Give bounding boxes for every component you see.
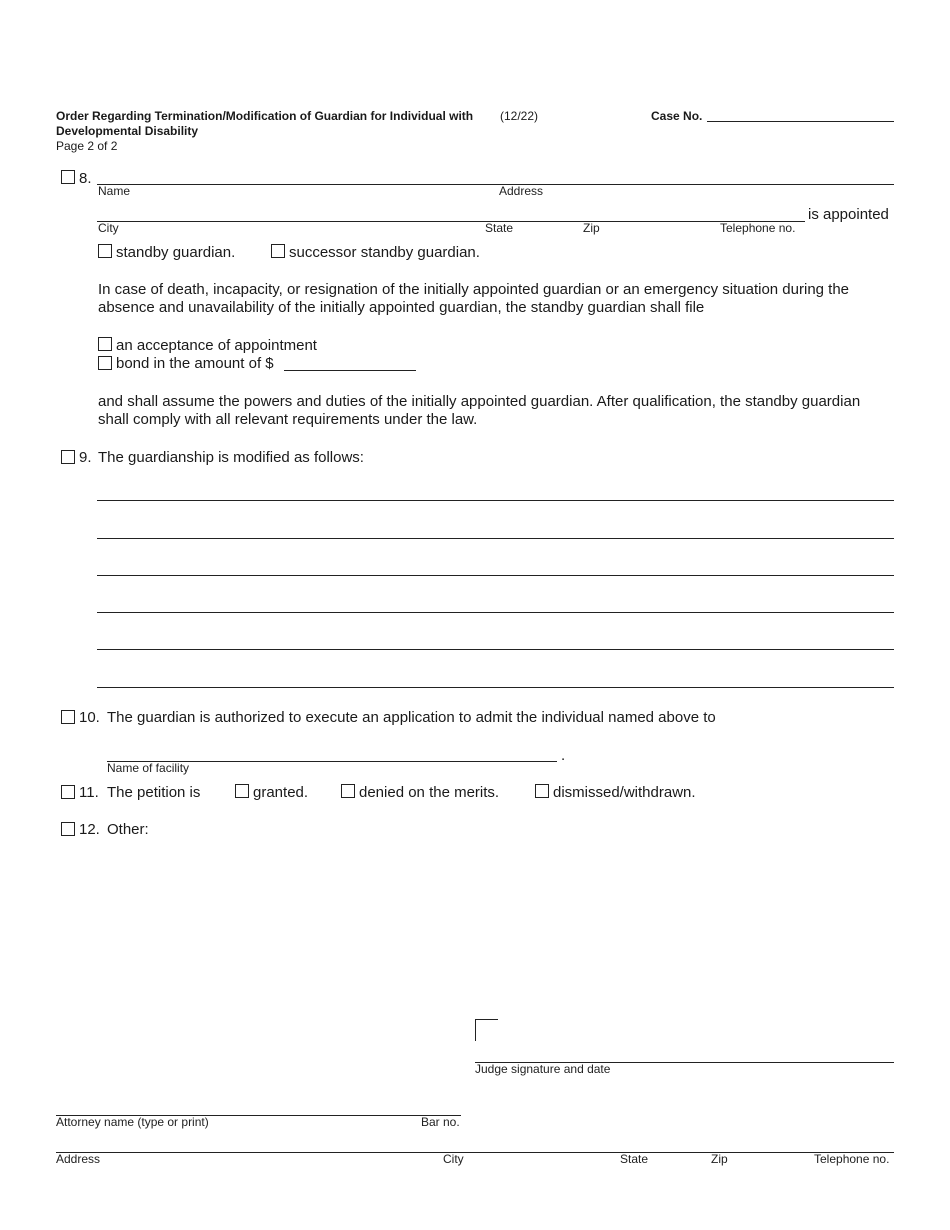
modification-line-5[interactable]	[97, 649, 894, 650]
facility-name-label: Name of facility	[107, 761, 190, 775]
dismissed-label: dismissed/withdrawn.	[553, 784, 696, 801]
attorney-address-field[interactable]	[56, 1152, 894, 1153]
granted-checkbox[interactable]	[235, 784, 249, 798]
successor-standby-label: successor standby guardian.	[289, 244, 480, 261]
attorney-address-label: Address	[56, 1152, 101, 1166]
attorney-state-label: State	[620, 1152, 649, 1166]
item8-paragraph2-line1: and shall assume the powers and duties of the initially appointed guardian. After qualification, the standby guardian	[98, 393, 861, 410]
item8-paragraph1-line2: absence and unavailability of the initially appointed guardian, the standby guardian shall file	[98, 299, 705, 316]
modification-line-3[interactable]	[97, 575, 894, 576]
item12-checkbox[interactable]	[61, 822, 75, 836]
item10-checkbox[interactable]	[61, 710, 75, 724]
dismissed-checkbox[interactable]	[535, 784, 549, 798]
item9-checkbox[interactable]	[61, 450, 75, 464]
item11-text: The petition is	[107, 784, 201, 801]
item9-text: The guardianship is modified as follows:	[98, 449, 364, 466]
item8-paragraph2-line2: shall comply with all relevant requirements under the law.	[98, 411, 478, 428]
denied-checkbox[interactable]	[341, 784, 355, 798]
item8-telephone-label: Telephone no.	[720, 221, 796, 235]
item10-text: The guardian is authorized to execute an application to admit the individual named above to	[107, 709, 716, 726]
form-title-line2: Developmental Disability	[56, 124, 199, 138]
successor-standby-checkbox[interactable]	[271, 244, 285, 258]
attorney-city-label: City	[443, 1152, 464, 1166]
modification-line-4[interactable]	[97, 612, 894, 613]
item11-number: 11.	[79, 784, 99, 801]
case-no-field[interactable]	[707, 121, 894, 122]
page-number: Page 2 of 2	[56, 139, 118, 153]
form-revision: (12/22)	[500, 109, 539, 123]
item9-number: 9.	[79, 449, 92, 466]
attorney-name-label: Attorney name (type or print)	[56, 1115, 209, 1129]
denied-label: denied on the merits.	[359, 784, 500, 801]
item8-checkbox[interactable]	[61, 170, 75, 184]
item11-checkbox[interactable]	[61, 785, 75, 799]
bar-no-label: Bar no.	[421, 1115, 460, 1129]
item8-address-label: Address	[499, 184, 544, 198]
form-title-line1: Order Regarding Termination/Modification of Guardian for Individual with	[56, 109, 474, 123]
bond-label: bond in the amount of $	[116, 355, 274, 372]
item10-number: 10.	[79, 709, 100, 726]
modification-line-6[interactable]	[97, 687, 894, 688]
bond-checkbox[interactable]	[98, 356, 112, 370]
acceptance-checkbox[interactable]	[98, 337, 112, 351]
seal-corner-mark	[475, 1019, 498, 1041]
item8-name-address-field[interactable]	[97, 184, 894, 185]
item8-city-state-zip-phone-field[interactable]	[97, 221, 805, 222]
case-no-label: Case No.	[651, 109, 703, 123]
granted-label: granted.	[253, 784, 309, 801]
attorney-telephone-label: Telephone no.	[814, 1152, 890, 1166]
acceptance-label: an acceptance of appointment	[116, 337, 317, 354]
modification-line-2[interactable]	[97, 538, 894, 539]
item8-name-label: Name	[98, 184, 131, 198]
modification-line-1[interactable]	[97, 500, 894, 501]
attorney-zip-label: Zip	[711, 1152, 728, 1166]
item8-appointed-text: is appointed	[808, 206, 889, 223]
standby-guardian-label: standby guardian.	[116, 244, 236, 261]
item8-paragraph1-line1: In case of death, incapacity, or resignation of the initially appointed guardian or an emergency situation during the	[98, 281, 850, 298]
item8-zip-label: Zip	[583, 221, 600, 235]
item12-text: Other:	[107, 821, 149, 838]
facility-period: .	[561, 747, 566, 764]
item8-city-label: City	[98, 221, 119, 235]
item8-state-label: State	[485, 221, 514, 235]
item8-number: 8.	[79, 170, 92, 187]
item12-number: 12.	[79, 821, 100, 838]
bond-amount-field[interactable]	[284, 370, 416, 371]
standby-guardian-checkbox[interactable]	[98, 244, 112, 258]
judge-signature-label: Judge signature and date	[475, 1062, 611, 1076]
